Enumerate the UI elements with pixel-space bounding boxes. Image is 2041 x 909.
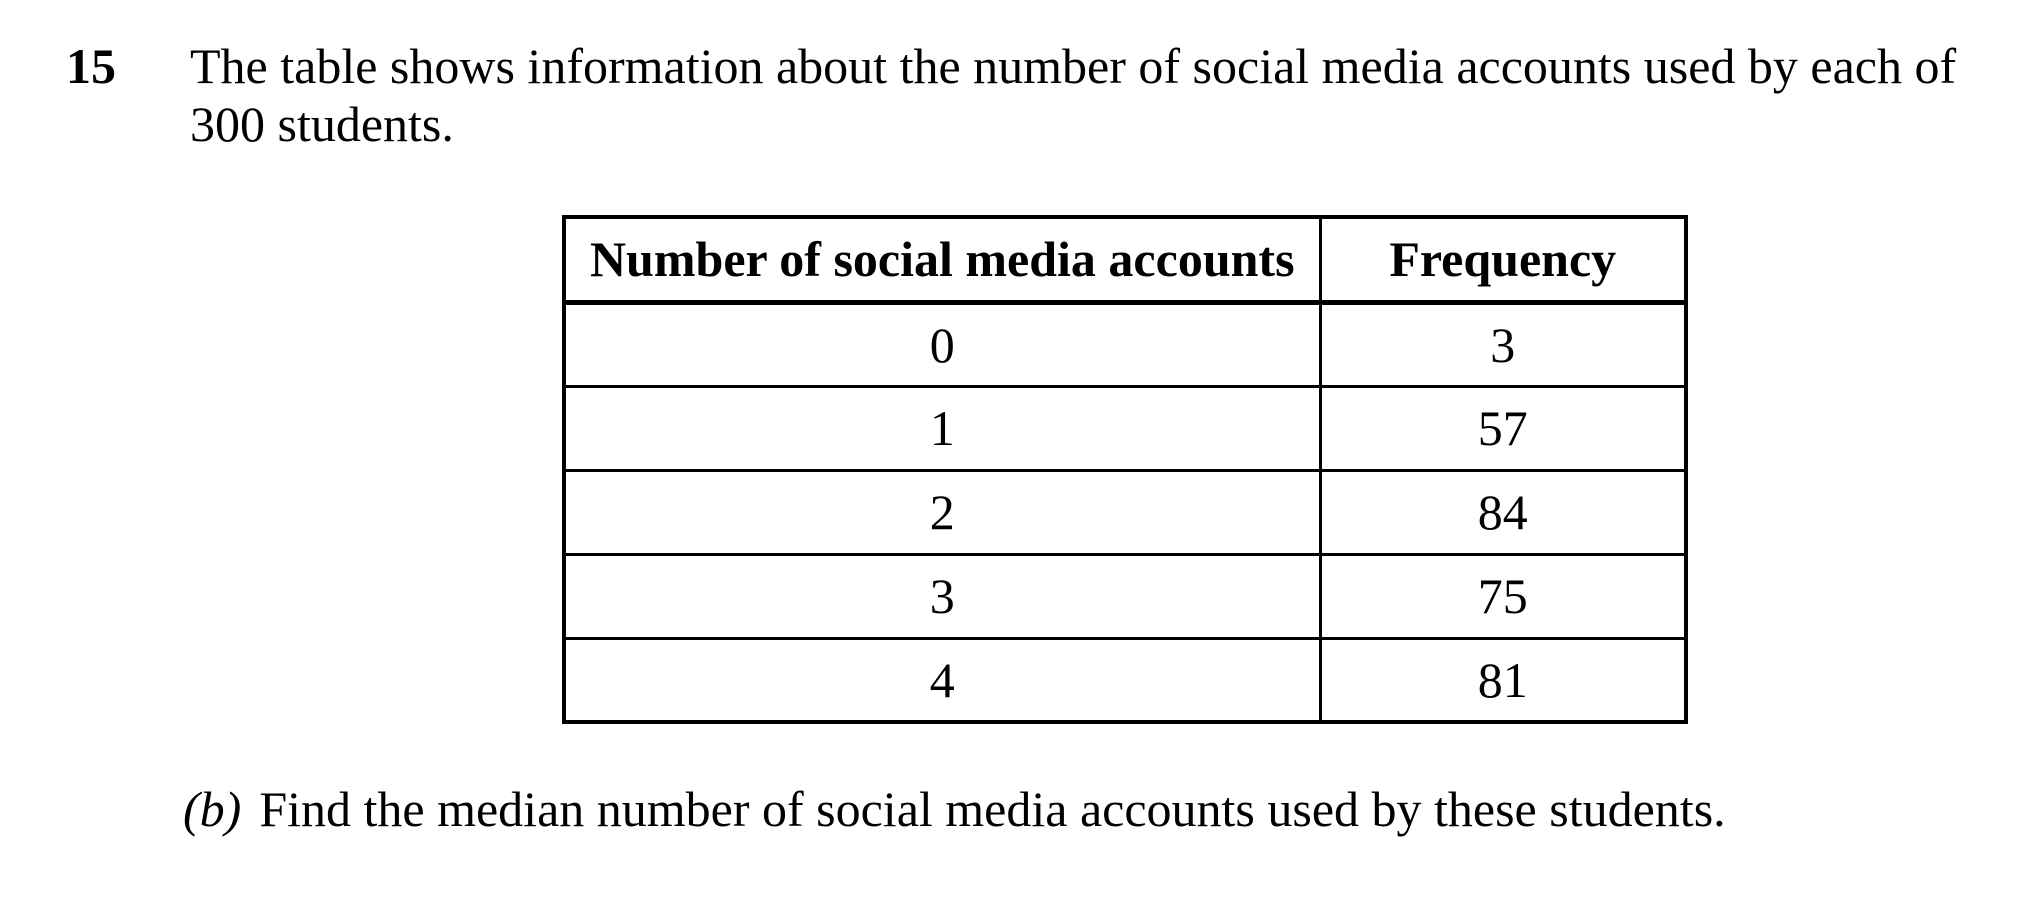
accounts-cell: 4 [564,638,1320,722]
frequency-cell: 75 [1320,554,1686,638]
table-row [564,638,1686,722]
table-row [564,302,1686,386]
table-body [564,302,1686,722]
accounts-cell: 0 [564,302,1320,386]
question-number: 15 [66,38,116,94]
accounts-cell: 1 [564,386,1320,470]
col-header-frequency: Frequency [1320,217,1686,302]
frequency-cell: 81 [1320,638,1686,722]
intro-line-2: 300 students. [190,96,454,152]
part-b-label: (b) [183,781,242,837]
frequency-cell: 57 [1320,386,1686,470]
frequency-table [562,215,1688,724]
question-part-b [183,780,1726,838]
table-row [564,386,1686,470]
question-intro [190,37,1956,153]
accounts-cell: 3 [564,554,1320,638]
frequency-cell: 3 [1320,302,1686,386]
table-header-row [564,217,1686,302]
part-b-text: Find the median number of social media accounts used by these students. [259,781,1726,837]
accounts-cell: 2 [564,470,1320,554]
col-header-accounts: Number of social media accounts [564,217,1320,302]
intro-line-1: The table shows information about the number of social media accounts used by each of [190,38,1957,94]
table-row [564,554,1686,638]
table-row [564,470,1686,554]
table-header-row [564,217,1686,302]
frequency-cell: 84 [1320,470,1686,554]
